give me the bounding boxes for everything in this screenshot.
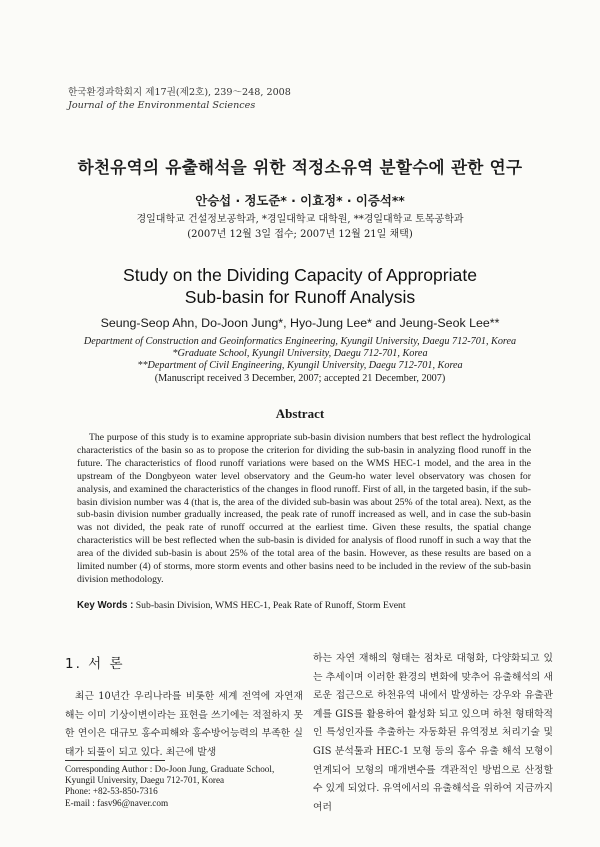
journal-name: Journal of the Environmental Sciences	[68, 100, 256, 111]
english-title-line1: Study on the Dividing Capacity of Appropriate	[122, 265, 478, 285]
english-affiliation-3: **Department of Civil Engineering, Kyungil University, Daegu 712-701, Korea	[137, 360, 463, 372]
corresponding-author-line2: Kyungil University, Daegu 712-701, Korea	[65, 775, 225, 786]
journal-header	[68, 86, 291, 112]
keywords-label: Key Words :	[77, 600, 134, 611]
introduction-left-column: 최근 10년간 우리나라를 비롯한 세계 전역에 자연재해는 이미 기상이변이라는 표현을 쓰기에는 적절하지 못한 연이은 대규모 홍수피해와 홍수방어능력의 부족한 실태가 되풀이 되고 있다. 최근에 발생	[65, 691, 303, 758]
keywords-list: Sub-basin Division, WMS HEC-1, Peak Rate of Runoff, Storm Event	[135, 600, 406, 611]
journal-citation: 한국환경과학회지 제17권(제2호), 239～248, 2008	[68, 87, 291, 98]
keywords	[77, 600, 537, 611]
korean-received-date: (2007년 12월 3일 접수; 2007년 12월 21일 채택)	[187, 229, 413, 240]
korean-title: 하천유역의 유출해석을 위한 적정소유역 분할수에 관한 연구	[77, 158, 523, 177]
corresponding-author-phone: Phone: +82-53-850-7316	[65, 786, 158, 797]
english-affiliation-2: *Graduate School, Kyungil University, Daegu 712-701, Korea	[172, 348, 428, 360]
english-title	[0, 264, 600, 308]
corresponding-author-email: E-mail : fasv96@naver.com	[65, 797, 169, 808]
english-affiliations	[0, 336, 600, 385]
section-heading-introduction: 1. 서 론	[65, 656, 125, 672]
english-authors: Seung-Seop Ahn, Do-Joon Jung*, Hyo-Jung Lee* and Jeung-Seok Lee**	[100, 316, 500, 330]
english-affiliation-1: Department of Construction and Geoinformatics Engineering, Kyungil University, Daegu 712-701, Korea	[83, 336, 517, 347]
english-title-line2: Sub-basin for Runoff Analysis	[184, 287, 416, 307]
korean-affiliation-line: 경일대학교 건설정보공학과, *경일대학교 대학원, **경일대학교 토목공학과	[136, 214, 464, 225]
corresponding-author-line1: Corresponding Author : Do-Joon Jung, Graduate School,	[65, 764, 275, 774]
abstract-heading: Abstract	[275, 406, 325, 421]
footnote-divider	[65, 760, 165, 761]
korean-affiliations	[0, 212, 600, 242]
english-received-date: (Manuscript received 3 December, 2007; accepted 21 December, 2007)	[154, 372, 446, 384]
introduction-right-column: 하는 자연 재해의 형태는 점차로 대형화, 다양화되고 있는 추세이며 이러한 환경의 변화에 맞추어 유출해석의 새로운 접근으로 하천유역 내에서 발생하는 강우와 유출관계를 GIS를 활용하여 활성화 되고 있으며 하천 형태학적인 특성인자를 추출하는 자동화된 유역정보 처리기술 및 GIS 분석툴과 HEC-1 모형 등의 홍수 유출 해석 모형이 연계되어 모형의 매개변수를 객관적인 방법으로 산정할 수 있게 되었다. 유역에서의 유출해석을 위하여 지금까지 여러	[313, 653, 553, 813]
korean-authors: 안승섭 · 정도준* · 이효정* · 이증석**	[195, 193, 405, 208]
abstract-body: The purpose of this study is to examine appropriate sub-basin division numbers that best reflect the hydrological characteristics of the basin so as to propose the criterion for dividing the sub-basin in analyzing flood runoff in the future. The characteristics of flood runoff variations were based on the WMS HEC-1 model, and the area in the upstream of the Dongbyeon water level observatory and the Geum-ho water level observatory was chosen for analysis, and examined the characteristics of the changes in flood runoff. First of all, in the targeted basin, if the sub-basin division number was 4 (that is, the area of the divided sub-basin was about 25% of the total area). Next, as the sub-basin division number gradually increased, the peak rate of runoff increased as well, and in case the sub-basin was not divided, the peak rate of runoff occurred at the earliest time. Given these results, the spatial change characteristics will be best reflected when the sub-basin is divided for analysis of flood runoff in such a way that the area of the divided sub-basin is about 25% of the total area of the basin. However, as these results are based on a limited number (4) of storms, more storm events and other basins need to be included in the review of the sub-basin division methodology.	[77, 432, 531, 585]
corresponding-author-footnote	[65, 764, 305, 809]
